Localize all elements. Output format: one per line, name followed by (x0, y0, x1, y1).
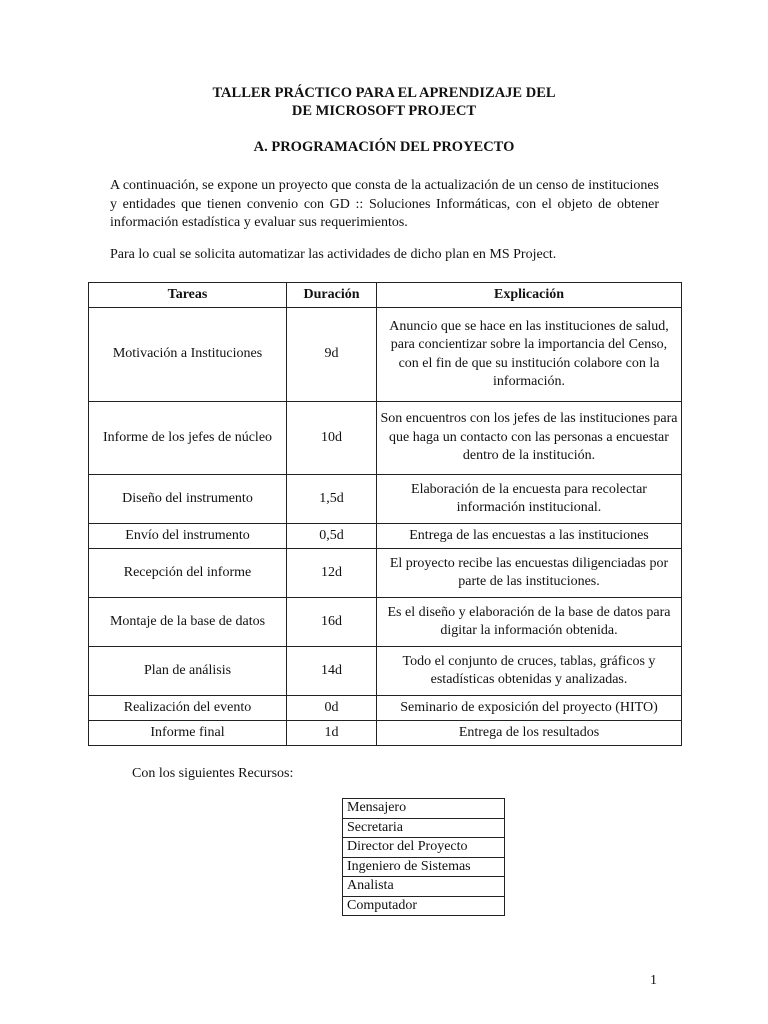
intro-paragraph: A continuación, se expone un proyecto que consta de la actualización de un censo de instituciones y entidades que tienen convenio con GD :: Soluciones Informáticas, con el objeto de obtener información estadística y evaluar sus requerimientos. (110, 178, 659, 230)
header-explicacion: Explicación (377, 283, 682, 308)
page-number: 1 (650, 973, 657, 988)
duration-cell: 16d (287, 598, 377, 647)
duration-cell: 9d (287, 308, 377, 402)
explanation-cell: Todo el conjunto de cruces, tablas, gráficos y estadísticas obtenidas y analizadas. (377, 647, 682, 696)
table-row (89, 308, 682, 402)
section-heading: A. PROGRAMACIÓN DEL PROYECTO (253, 139, 515, 155)
explanation-cell: Seminario de exposición del proyecto (HITO) (377, 696, 682, 721)
task-cell: Recepción del informe (89, 549, 287, 598)
document-title-line-1: TALLER PRÁCTICO PARA EL APRENDIZAJE DEL (212, 85, 556, 101)
list-item (343, 838, 505, 858)
list-item (343, 799, 505, 819)
explanation-cell: Entrega de las encuestas a las instituciones (377, 524, 682, 549)
table-row (89, 524, 682, 549)
explanation-cell: Son encuentros con los jefes de las instituciones para que haga un contacto con las personas a encuestar dentro de la institución. (377, 402, 682, 475)
task-cell: Envío del instrumento (89, 524, 287, 549)
table-row (89, 402, 682, 475)
table-row (89, 647, 682, 696)
task-cell: Realización del evento (89, 696, 287, 721)
duration-cell: 1,5d (287, 475, 377, 524)
duration-cell: 12d (287, 549, 377, 598)
duration-cell: 0d (287, 696, 377, 721)
explanation-cell: Es el diseño y elaboración de la base de datos para digitar la información obtenida. (377, 598, 682, 647)
list-item (343, 857, 505, 877)
request-paragraph: Para lo cual se solicita automatizar las actividades de dicho plan en MS Project. (110, 247, 557, 262)
resource-cell: Director del Proyecto (343, 838, 505, 858)
explanation-cell: El proyecto recibe las encuestas diligenciadas por parte de las instituciones. (377, 549, 682, 598)
task-cell: Montaje de la base de datos (89, 598, 287, 647)
header-tareas: Tareas (89, 283, 287, 308)
resource-cell: Secretaria (343, 818, 505, 838)
resources-label: Con los siguientes Recursos: (132, 766, 294, 781)
document-title-line-2: DE MICROSOFT PROJECT (291, 103, 477, 119)
duration-cell: 14d (287, 647, 377, 696)
header-duracion: Duración (287, 283, 377, 308)
duration-cell: 0,5d (287, 524, 377, 549)
explanation-cell: Entrega de los resultados (377, 721, 682, 746)
list-item (343, 896, 505, 916)
task-cell: Diseño del instrumento (89, 475, 287, 524)
table-row (89, 696, 682, 721)
resource-cell: Ingeniero de Sistemas (343, 857, 505, 877)
tasks-table (88, 282, 682, 746)
resource-cell: Analista (343, 877, 505, 897)
task-cell: Informe final (89, 721, 287, 746)
duration-cell: 1d (287, 721, 377, 746)
duration-cell: 10d (287, 402, 377, 475)
resources-table (342, 798, 505, 916)
explanation-cell: Elaboración de la encuesta para recolectar información institucional. (377, 475, 682, 524)
explanation-cell: Anuncio que se hace en las instituciones de salud, para concientizar sobre la importancia del Censo, con el fin de que su institución colabore con la información. (377, 308, 682, 402)
table-row (89, 598, 682, 647)
resource-cell: Computador (343, 896, 505, 916)
task-cell: Motivación a Instituciones (89, 308, 287, 402)
table-row (89, 721, 682, 746)
list-item (343, 877, 505, 897)
task-cell: Informe de los jefes de núcleo (89, 402, 287, 475)
list-item (343, 818, 505, 838)
table-row (89, 549, 682, 598)
task-cell: Plan de análisis (89, 647, 287, 696)
table-row (89, 475, 682, 524)
tasks-table-header-row (89, 283, 682, 308)
resource-cell: Mensajero (343, 799, 505, 819)
